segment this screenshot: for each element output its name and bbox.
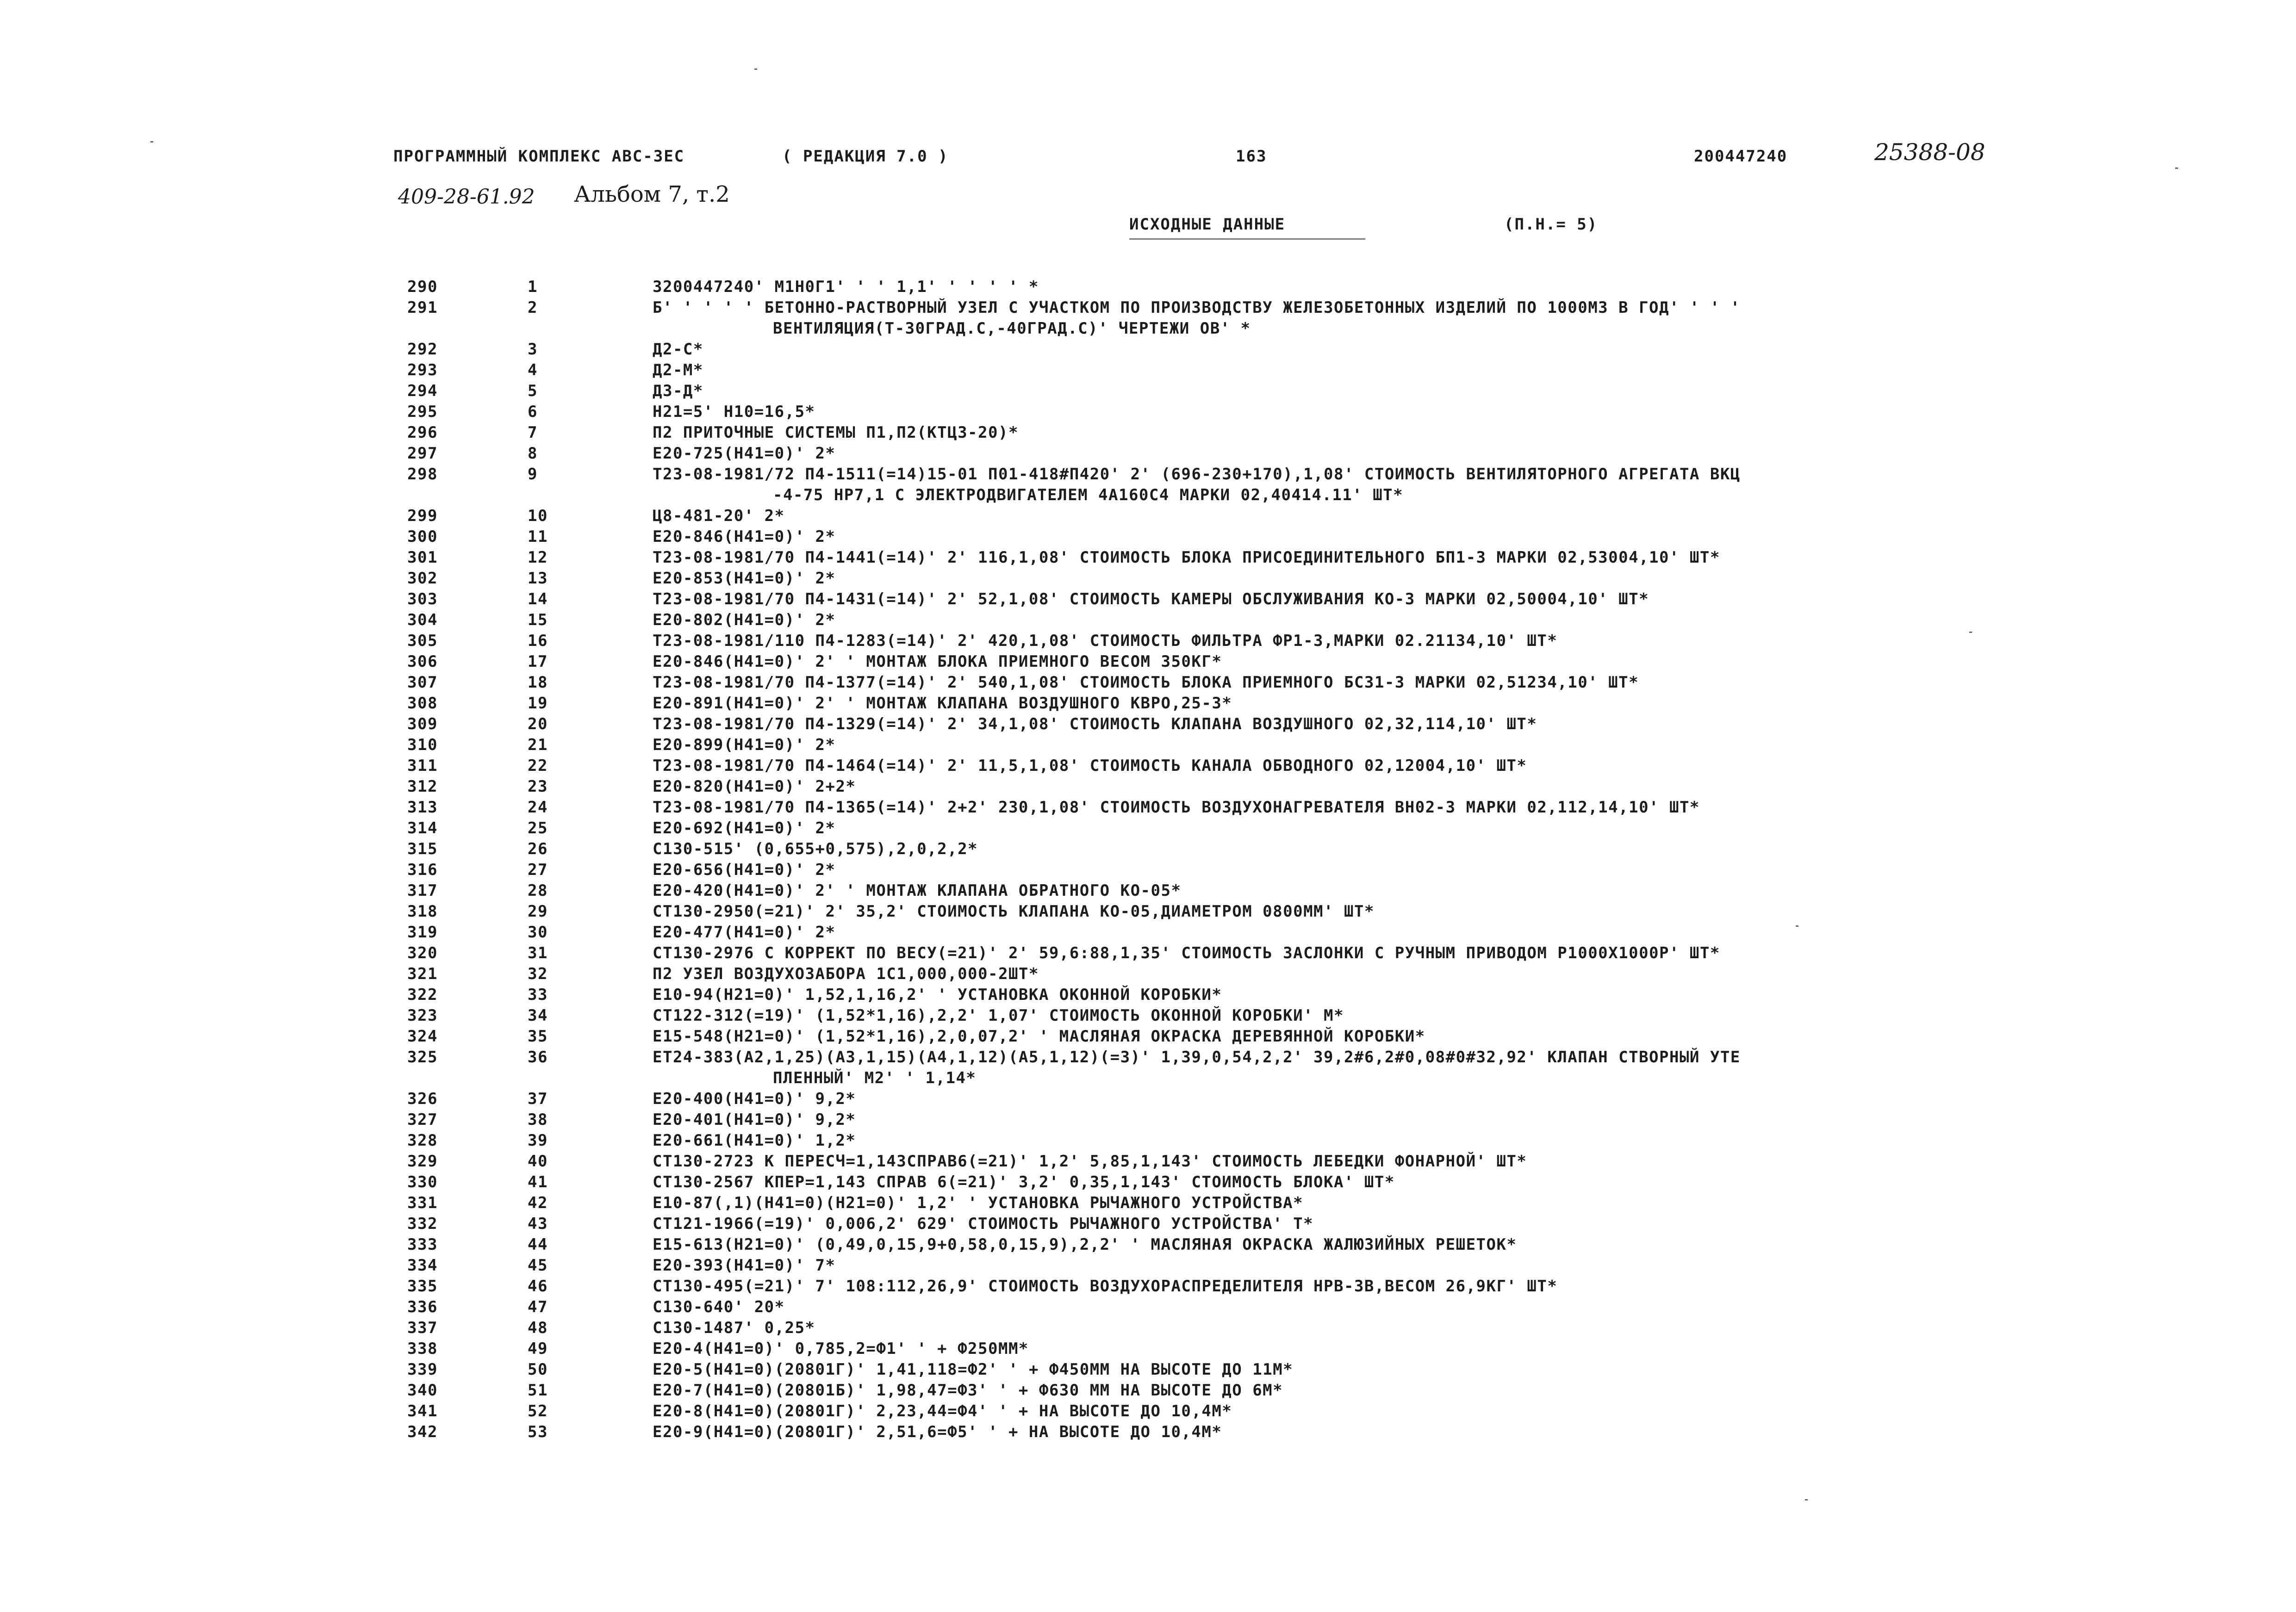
- record-line: Е20-4(Н41=0)' 0,785,2=Ф1' ' + Ф250ММ*: [653, 1339, 1029, 1358]
- table-row: [407, 1130, 2036, 1151]
- record-line: Е20-400(Н41=0)' 9,2*: [653, 1090, 856, 1108]
- table-row: [407, 1380, 2036, 1401]
- record-line: Е20-846(Н41=0)' 2' ' МОНТАЖ БЛОКА ПРИЕМНОГО ВЕСОМ 350КГ*: [653, 652, 1222, 671]
- global-line-number: 319: [407, 923, 438, 942]
- record-line: Е20-661(Н41=0)' 1,2*: [653, 1131, 856, 1150]
- record-text: [653, 714, 2036, 735]
- record-text: [653, 1193, 2036, 1214]
- local-line-number: 30: [528, 923, 548, 942]
- table-row: [407, 360, 2036, 381]
- table-row: [407, 1151, 2036, 1172]
- table-row: [407, 589, 2036, 610]
- global-line-number: 334: [407, 1256, 438, 1275]
- page-number: 163: [1236, 147, 1267, 166]
- table-row: [407, 1234, 2036, 1255]
- table-row: [407, 527, 2036, 547]
- local-line-number: 37: [528, 1090, 548, 1108]
- record-line: Д2-М*: [653, 361, 703, 379]
- table-row: [407, 1214, 2036, 1234]
- table-row: [407, 1276, 2036, 1297]
- global-line-number: 313: [407, 798, 438, 817]
- global-line-number: 318: [407, 902, 438, 921]
- local-line-number: 36: [528, 1048, 548, 1066]
- table-row: [407, 776, 2036, 797]
- local-line-number: 9: [528, 465, 538, 484]
- local-line-number: 14: [528, 590, 548, 608]
- table-row: [407, 964, 2036, 985]
- record-text: [653, 1234, 2036, 1255]
- record-continuation: ПЛЕННЫЙ' М2' ' 1,14*: [773, 1069, 977, 1087]
- local-line-number: 11: [528, 527, 548, 546]
- global-line-number: 315: [407, 840, 438, 858]
- record-line: СТ130-495(=21)' 7' 108:112,26,9' СТОИМОСТЬ ВОЗДУХОРАСПРЕДЕЛИТЕЛЯ НРВ-3В,ВЕСОМ 26,9КГ' ШТ*: [653, 1277, 1558, 1296]
- local-line-number: 53: [528, 1423, 548, 1441]
- global-line-number: 337: [407, 1319, 438, 1337]
- record-text: [653, 818, 2036, 839]
- record-line: Е20-692(Н41=0)' 2*: [653, 819, 836, 837]
- record-line: Е20-820(Н41=0)' 2+2*: [653, 777, 856, 796]
- record-text: [653, 506, 2036, 527]
- local-line-number: 41: [528, 1173, 548, 1191]
- table-row: [407, 693, 2036, 714]
- section-context: (П.Н.= 5): [1504, 215, 1598, 234]
- local-line-number: 20: [528, 715, 548, 733]
- scan-speck: [1969, 632, 1972, 633]
- record-line: СТ121-1966(=19)' 0,006,2' 629' СТОИМОСТЬ РЫЧАЖНОГО УСТРОЙСТВА' Т*: [653, 1215, 1314, 1233]
- record-text: [653, 360, 2036, 381]
- record-text: [653, 1151, 2036, 1172]
- local-line-number: 29: [528, 902, 548, 921]
- record-line: Т23-08-1981/70 П4-1365(=14)' 2+2' 230,1,08' СТОИМОСТЬ ВОЗДУХОНАГРЕВАТЕЛЯ ВН02-3 МАРКИ 02,112,14,10' ШТ*: [653, 798, 1700, 817]
- record-text: [653, 964, 2036, 985]
- global-line-number: 307: [407, 673, 438, 692]
- global-line-number: 332: [407, 1215, 438, 1233]
- record-line: Е15-613(Н21=0)' (0,49,0,15,9+0,58,0,15,9),2,2' ' МАСЛЯНАЯ ОКРАСКА ЖАЛЮЗИЙНЫХ РЕШЕТОК*: [653, 1235, 1517, 1254]
- global-line-number: 316: [407, 861, 438, 879]
- global-line-number: 295: [407, 403, 438, 421]
- global-line-number: 326: [407, 1090, 438, 1108]
- global-line-number: 327: [407, 1110, 438, 1129]
- global-line-number: 310: [407, 736, 438, 754]
- record-continuation: -4-75 НР7,1 С ЭЛЕКТРОДВИГАТЕЛЕМ 4А160С4 МАРКИ 02,40414.11' ШТ*: [773, 486, 1404, 504]
- record-text: [653, 610, 2036, 631]
- record-text: [653, 672, 2036, 693]
- global-line-number: 299: [407, 507, 438, 525]
- local-line-number: 42: [528, 1194, 548, 1212]
- record-line: Е20-899(Н41=0)' 2*: [653, 736, 836, 754]
- record-line: Т23-08-1981/110 П4-1283(=14)' 2' 420,1,08' СТОИМОСТЬ ФИЛЬТРА ФР1-3,МАРКИ 02.21134,10' ШТ*: [653, 632, 1558, 650]
- table-row: [407, 651, 2036, 672]
- record-text: [653, 839, 2036, 860]
- record-text: [653, 1026, 2036, 1047]
- data-listing: [407, 277, 2036, 1443]
- record-text: [653, 1359, 2036, 1380]
- global-line-number: 304: [407, 611, 438, 629]
- record-line: Е20-853(Н41=0)' 2*: [653, 569, 836, 588]
- local-line-number: 35: [528, 1027, 548, 1046]
- record-text: [653, 1276, 2036, 1297]
- global-line-number: 314: [407, 819, 438, 837]
- record-line: Е15-548(Н21=0)' (1,52*1,16),2,0,07,2' ' МАСЛЯНАЯ ОКРАСКА ДЕРЕВЯННОЙ КОРОБКИ*: [653, 1027, 1425, 1046]
- local-line-number: 8: [528, 444, 538, 463]
- record-line: ЕТ24-383(А2,1,25)(А3,1,15)(А4,1,12)(А5,1,12)(=3)' 1,39,0,54,2,2' 39,2#6,2#0,08#0#32,92' КЛАПАН СТВОРНЫЙ УТЕ: [653, 1048, 1741, 1066]
- table-row: [407, 443, 2036, 464]
- global-line-number: 291: [407, 298, 438, 317]
- local-line-number: 13: [528, 569, 548, 588]
- record-text: [653, 589, 2036, 610]
- record-text: [653, 527, 2036, 547]
- record-line: СТ130-2976 С КОРРЕКТ ПО ВЕСУ(=21)' 2' 59,6:88,1,35' СТОИМОСТЬ ЗАСЛОНКИ С РУЧНЫМ ПРИВОДОМ Р1000Х1000Р' ШТ*: [653, 944, 1720, 962]
- table-row: [407, 860, 2036, 880]
- local-line-number: 31: [528, 944, 548, 962]
- record-line: Д3-Д*: [653, 382, 703, 400]
- global-line-number: 329: [407, 1152, 438, 1171]
- global-line-number: 322: [407, 986, 438, 1004]
- global-line-number: 321: [407, 965, 438, 983]
- record-line: Е20-846(Н41=0)' 2*: [653, 527, 836, 546]
- global-line-number: 297: [407, 444, 438, 463]
- local-line-number: 26: [528, 840, 548, 858]
- local-line-number: 5: [528, 382, 538, 400]
- record-text: [653, 547, 2036, 568]
- record-text: [653, 381, 2036, 402]
- table-row: [407, 797, 2036, 818]
- record-text: [653, 985, 2036, 1005]
- table-row: [407, 422, 2036, 443]
- record-line: Ц8-481-20' 2*: [653, 507, 785, 525]
- local-line-number: 2: [528, 298, 538, 317]
- record-text: [653, 860, 2036, 880]
- local-line-number: 34: [528, 1006, 548, 1025]
- record-continuation: ВЕНТИЛЯЦИЯ(Т-30ГРАД.С,-40ГРАД.С)' ЧЕРТЕЖИ ОВ' *: [773, 319, 1251, 338]
- table-row: [407, 506, 2036, 527]
- program-name: ПРОГРАММНЫЙ КОМПЛЕКС АВС-ЗЕС: [393, 147, 685, 166]
- record-line: П2 УЗЕЛ ВОЗДУХОЗАБОРА 1С1,000,000-2ШТ*: [653, 965, 1039, 983]
- local-line-number: 4: [528, 361, 538, 379]
- table-row: [407, 631, 2036, 651]
- record-line: СТ130-2567 КПЕР=1,143 СПРАВ 6(=21)' 3,2' 0,35,1,143' СТОИМОСТЬ БЛОКА' ШТ*: [653, 1173, 1395, 1191]
- global-line-number: 312: [407, 777, 438, 796]
- global-line-number: 294: [407, 382, 438, 400]
- local-line-number: 25: [528, 819, 548, 837]
- local-line-number: 33: [528, 986, 548, 1004]
- table-row: [407, 1297, 2036, 1318]
- local-line-number: 6: [528, 403, 538, 421]
- local-line-number: 47: [528, 1298, 548, 1316]
- table-row: [407, 464, 2036, 506]
- table-row: [407, 547, 2036, 568]
- local-line-number: 23: [528, 777, 548, 796]
- table-row: [407, 1089, 2036, 1110]
- table-row: [407, 839, 2036, 860]
- global-line-number: 298: [407, 465, 438, 484]
- record-line: СТ122-312(=19)' (1,52*1,16),2,2' 1,07' СТОИМОСТЬ ОКОННОЙ КОРОБКИ' М*: [653, 1006, 1344, 1025]
- record-text: [653, 1318, 2036, 1339]
- table-row: [407, 756, 2036, 776]
- table-row: [407, 1026, 2036, 1047]
- local-line-number: 17: [528, 652, 548, 671]
- record-text: [653, 422, 2036, 443]
- record-line: Т23-08-1981/70 П4-1329(=14)' 2' 34,1,08' СТОИМОСТЬ КЛАПАНА ВОЗДУШНОГО 02,32,114,10' ШТ*: [653, 715, 1537, 733]
- section-title-underline: [1129, 238, 1365, 240]
- record-line: Н21=5' Н10=16,5*: [653, 403, 815, 421]
- local-line-number: 48: [528, 1319, 548, 1337]
- scan-speck: [754, 68, 757, 70]
- global-line-number: 342: [407, 1423, 438, 1441]
- local-line-number: 21: [528, 736, 548, 754]
- local-line-number: 28: [528, 881, 548, 900]
- table-row: [407, 1255, 2036, 1276]
- record-line: Е20-9(Н41=0)(20801Г)' 2,51,6=Ф5' ' + НА ВЫСОТЕ ДО 10,4М*: [653, 1423, 1222, 1441]
- record-text: [653, 402, 2036, 422]
- global-line-number: 339: [407, 1360, 438, 1379]
- local-line-number: 18: [528, 673, 548, 692]
- local-line-number: 50: [528, 1360, 548, 1379]
- local-line-number: 12: [528, 548, 548, 567]
- global-line-number: 296: [407, 423, 438, 442]
- global-line-number: 320: [407, 944, 438, 962]
- local-line-number: 1: [528, 278, 538, 296]
- global-line-number: 305: [407, 632, 438, 650]
- local-line-number: 19: [528, 694, 548, 713]
- record-text: [653, 943, 2036, 964]
- table-row: [407, 818, 2036, 839]
- global-line-number: 335: [407, 1277, 438, 1296]
- record-text: [653, 1339, 2036, 1359]
- local-line-number: 39: [528, 1131, 548, 1150]
- record-line: Т23-08-1981/70 П4-1431(=14)' 2' 52,1,08' СТОИМОСТЬ КАМЕРЫ ОБСЛУЖИВАНИЯ КО-3 МАРКИ 02,50004,10' ШТ*: [653, 590, 1649, 608]
- record-text: [653, 277, 2036, 298]
- global-line-number: 290: [407, 278, 438, 296]
- table-row: [407, 298, 2036, 339]
- local-line-number: 43: [528, 1215, 548, 1233]
- document-code: 200447240: [1694, 147, 1788, 166]
- record-text: [653, 1255, 2036, 1276]
- global-line-number: 328: [407, 1131, 438, 1150]
- table-row: [407, 1422, 2036, 1443]
- record-text: [653, 735, 2036, 756]
- record-text: [653, 776, 2036, 797]
- table-row: [407, 339, 2036, 360]
- table-row: [407, 1047, 2036, 1089]
- table-row: [407, 943, 2036, 964]
- record-text: [653, 922, 2036, 943]
- table-row: [407, 1318, 2036, 1339]
- global-line-number: 336: [407, 1298, 438, 1316]
- local-line-number: 40: [528, 1152, 548, 1171]
- table-row: [407, 1005, 2036, 1026]
- record-line: Е20-891(Н41=0)' 2' ' МОНТАЖ КЛАПАНА ВОЗДУШНОГО КВРО,25-3*: [653, 694, 1232, 713]
- record-text: [653, 443, 2036, 464]
- scan-speck: [150, 141, 153, 143]
- local-line-number: 22: [528, 756, 548, 775]
- record-text: [653, 631, 2036, 651]
- table-row: [407, 402, 2036, 422]
- record-line: Е10-87(,1)(Н41=0)(Н21=0)' 1,2' ' УСТАНОВКА РЫЧАЖНОГО УСТРОЙСТВА*: [653, 1194, 1304, 1212]
- scan-speck: [2175, 167, 2178, 169]
- record-line: Е20-725(Н41=0)' 2*: [653, 444, 836, 463]
- table-row: [407, 1359, 2036, 1380]
- record-text: [653, 901, 2036, 922]
- local-line-number: 16: [528, 632, 548, 650]
- record-text: [653, 693, 2036, 714]
- table-row: [407, 1401, 2036, 1422]
- record-line: П2 ПРИТОЧНЫЕ СИСТЕМЫ П1,П2(КТЦ3-20)*: [653, 423, 1019, 442]
- global-line-number: 333: [407, 1235, 438, 1254]
- record-text: [653, 1214, 2036, 1234]
- edition-label: ( РЕДАКЦИЯ 7.0 ): [782, 147, 949, 166]
- record-text: [653, 880, 2036, 901]
- handwritten-album: Альбом 7, т.2: [574, 181, 730, 207]
- record-line: Б' ' ' ' ' БЕТОННО-РАСТВОРНЫЙ УЗЕЛ С УЧАСТКОМ ПО ПРОИЗВОДСТВУ ЖЕЛЕЗОБЕТОННЫХ ИЗДЕЛИЙ ПО 1000М3 В ГОД' ' ' ': [653, 298, 1741, 317]
- record-text: [653, 1297, 2036, 1318]
- record-text: [653, 1047, 2036, 1089]
- global-line-number: 308: [407, 694, 438, 713]
- global-line-number: 301: [407, 548, 438, 567]
- global-line-number: 303: [407, 590, 438, 608]
- record-text: [653, 1089, 2036, 1110]
- global-line-number: 323: [407, 1006, 438, 1025]
- record-line: Д2-С*: [653, 340, 703, 359]
- global-line-number: 300: [407, 527, 438, 546]
- record-text: [653, 1005, 2036, 1026]
- record-line: СТ130-2950(=21)' 2' 35,2' СТОИМОСТЬ КЛАПАНА КО-05,ДИАМЕТРОМ 0800ММ' ШТ*: [653, 902, 1375, 921]
- scan-speck: [1796, 925, 1798, 927]
- table-row: [407, 880, 2036, 901]
- global-line-number: 317: [407, 881, 438, 900]
- record-text: [653, 1172, 2036, 1193]
- table-row: [407, 277, 2036, 298]
- record-text: [653, 339, 2036, 360]
- record-line: Е10-94(Н21=0)' 1,52,1,16,2' ' УСТАНОВКА ОКОННОЙ КОРОБКИ*: [653, 986, 1222, 1004]
- local-line-number: 45: [528, 1256, 548, 1275]
- record-text: [653, 568, 2036, 589]
- record-text: [653, 797, 2036, 818]
- record-text: [653, 1130, 2036, 1151]
- global-line-number: 338: [407, 1339, 438, 1358]
- record-text: [653, 1380, 2036, 1401]
- table-row: [407, 901, 2036, 922]
- record-text: [653, 298, 2036, 339]
- record-line: С130-1487' 0,25*: [653, 1319, 815, 1337]
- record-line: Т23-08-1981/72 П4-1511(=14)15-01 П01-418#П420' 2' (696-230+170),1,08' СТОИМОСТЬ ВЕНТИЛЯТОРНОГО АГРЕГАТА ВКЦ: [653, 465, 1741, 484]
- record-line: 3200447240' М1Н0Г1' ' ' 1,1' ' ' ' ' *: [653, 278, 1039, 296]
- record-line: Е20-8(Н41=0)(20801Г)' 2,23,44=Ф4' ' + НА ВЫСОТЕ ДО 10,4М*: [653, 1402, 1232, 1420]
- record-line: Е20-656(Н41=0)' 2*: [653, 861, 836, 879]
- global-line-number: 302: [407, 569, 438, 588]
- local-line-number: 32: [528, 965, 548, 983]
- handwritten-code: 25388-08: [1874, 139, 1985, 166]
- table-row: [407, 568, 2036, 589]
- record-line: С130-515' (0,655+0,575),2,0,2,2*: [653, 840, 978, 858]
- global-line-number: 341: [407, 1402, 438, 1420]
- global-line-number: 330: [407, 1173, 438, 1191]
- record-line: СТ130-2723 К ПЕРЕСЧ=1,143СПРАВ6(=21)' 1,2' 5,85,1,143' СТОИМОСТЬ ЛЕБЕДКИ ФОНАРНОЙ' ШТ*: [653, 1152, 1527, 1171]
- record-text: [653, 651, 2036, 672]
- table-row: [407, 714, 2036, 735]
- local-line-number: 52: [528, 1402, 548, 1420]
- global-line-number: 306: [407, 652, 438, 671]
- record-line: Е20-5(Н41=0)(20801Г)' 1,41,118=Ф2' ' + Ф450ММ НА ВЫСОТЕ ДО 11М*: [653, 1360, 1294, 1379]
- record-text: [653, 756, 2036, 776]
- scan-speck: [1805, 1499, 1808, 1500]
- global-line-number: 293: [407, 361, 438, 379]
- record-line: Е20-401(Н41=0)' 9,2*: [653, 1110, 856, 1129]
- record-line: С130-640' 20*: [653, 1298, 785, 1316]
- global-line-number: 340: [407, 1381, 438, 1400]
- local-line-number: 51: [528, 1381, 548, 1400]
- global-line-number: 292: [407, 340, 438, 359]
- record-line: Е20-477(Н41=0)' 2*: [653, 923, 836, 942]
- table-row: [407, 1339, 2036, 1359]
- global-line-number: 331: [407, 1194, 438, 1212]
- record-line: Е20-393(Н41=0)' 7*: [653, 1256, 836, 1275]
- section-title: ИСХОДНЫЕ ДАННЫЕ: [1129, 215, 1286, 234]
- record-text: [653, 1110, 2036, 1130]
- global-line-number: 324: [407, 1027, 438, 1046]
- record-text: [653, 464, 2036, 506]
- table-row: [407, 672, 2036, 693]
- table-row: [407, 610, 2036, 631]
- local-line-number: 44: [528, 1235, 548, 1254]
- handwritten-ref: 409-28-61.92: [398, 185, 535, 209]
- table-row: [407, 381, 2036, 402]
- record-line: Т23-08-1981/70 П4-1464(=14)' 2' 11,5,1,08' СТОИМОСТЬ КАНАЛА ОБВОДНОГО 02,12004,10' ШТ*: [653, 756, 1527, 775]
- local-line-number: 3: [528, 340, 538, 359]
- table-row: [407, 1172, 2036, 1193]
- record-text: [653, 1422, 2036, 1443]
- record-line: Е20-7(Н41=0)(20801Б)' 1,98,47=Ф3' ' + Ф630 ММ НА ВЫСОТЕ ДО 6М*: [653, 1381, 1283, 1400]
- local-line-number: 7: [528, 423, 538, 442]
- local-line-number: 24: [528, 798, 548, 817]
- global-line-number: 311: [407, 756, 438, 775]
- local-line-number: 27: [528, 861, 548, 879]
- table-row: [407, 1193, 2036, 1214]
- local-line-number: 15: [528, 611, 548, 629]
- local-line-number: 10: [528, 507, 548, 525]
- record-line: Т23-08-1981/70 П4-1441(=14)' 2' 116,1,08' СТОИМОСТЬ БЛОКА ПРИСОЕДИНИТЕЛЬНОГО БП1-3 МАРКИ 02,53004,10' ШТ*: [653, 548, 1720, 567]
- local-line-number: 38: [528, 1110, 548, 1129]
- record-line: Е20-420(Н41=0)' 2' ' МОНТАЖ КЛАПАНА ОБРАТНОГО КО-05*: [653, 881, 1182, 900]
- global-line-number: 325: [407, 1048, 438, 1066]
- local-line-number: 49: [528, 1339, 548, 1358]
- table-row: [407, 985, 2036, 1005]
- local-line-number: 46: [528, 1277, 548, 1296]
- global-line-number: 309: [407, 715, 438, 733]
- table-row: [407, 735, 2036, 756]
- record-text: [653, 1401, 2036, 1422]
- record-line: Т23-08-1981/70 П4-1377(=14)' 2' 540,1,08' СТОИМОСТЬ БЛОКА ПРИЕМНОГО БС31-3 МАРКИ 02,51234,10' ШТ*: [653, 673, 1639, 692]
- table-row: [407, 1110, 2036, 1130]
- record-line: Е20-802(Н41=0)' 2*: [653, 611, 836, 629]
- table-row: [407, 922, 2036, 943]
